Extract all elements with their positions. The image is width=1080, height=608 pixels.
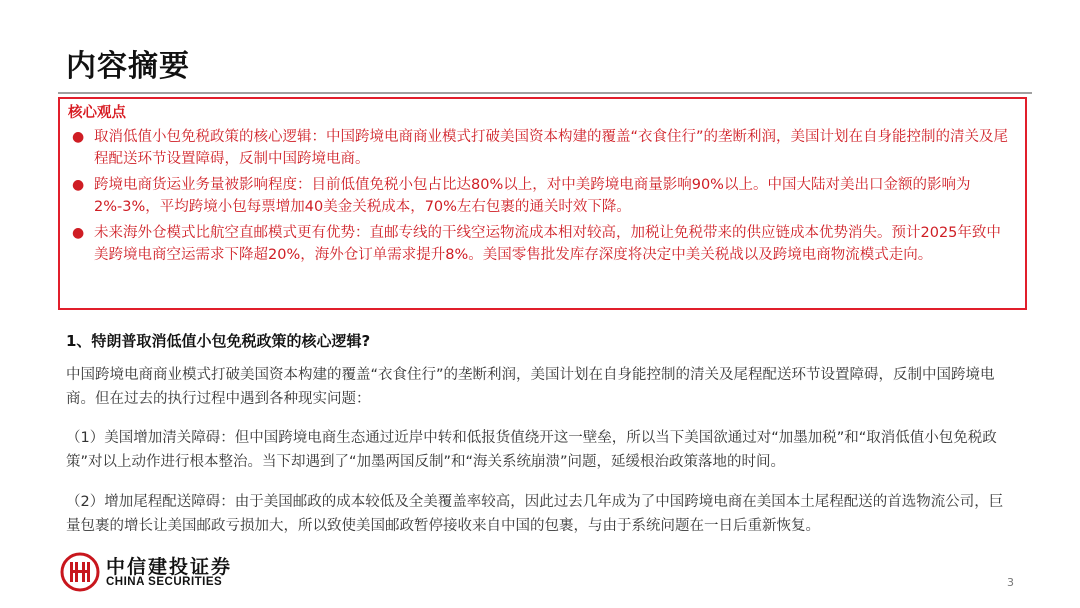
core-point-text: 取消低值小包免税政策的核心逻辑：中国跨境电商商业模式打破美国资本构建的覆盖“衣食住行”的垄断利润，美国计划在自身能控制的清关及尾程配送环节设置障碍，反制中国跨境电商。 bbox=[94, 129, 1009, 167]
core-points-heading: 核心观点 bbox=[68, 105, 126, 121]
core-points-box bbox=[58, 97, 1027, 310]
body-paragraph: （1）美国增加清关障碍：但中国跨境电商生态通过近岸中转和低报货值绕开这一壁垒，所以当下美国欲通过对“加墨加税”和“取消低值小包免税政策”对以上动作进行根本整治。当下却遇到了“加墨两国反制”和“海关系统崩溃”问题，延缓根治政策落地的时间。 bbox=[66, 430, 997, 470]
company-logo bbox=[60, 552, 260, 592]
logo-english-name: CHINA SECURITIES bbox=[106, 576, 223, 588]
core-point bbox=[68, 222, 1015, 266]
citic-logo-icon bbox=[60, 552, 100, 592]
body-paragraph: 中国跨境电商商业模式打破美国资本构建的覆盖“衣食住行”的垄断利润，美国计划在自身能控制的清关及尾程配送环节设置障碍，反制中国跨境电商。但在过去的执行过程中遇到各种现实问题： bbox=[66, 367, 995, 407]
bullet-dot-icon: ● bbox=[72, 177, 85, 193]
core-point-text: 跨境电商货运业务量被影响程度：目前低值免税小包占比达80%以上，对中美跨境电商量影响90%以上。中国大陆对美出口金额的影响为2%-3%，平均跨境小包每票增加40美金关税成本，70%左右包裹的通关时效下降。 bbox=[94, 177, 971, 215]
section-title: 1、特朗普取消低值小包免税政策的核心逻辑? bbox=[66, 332, 371, 350]
bullet-dot-icon: ● bbox=[72, 129, 85, 145]
core-point bbox=[68, 126, 1015, 170]
page-title: 内容摘要 bbox=[66, 49, 190, 84]
core-point bbox=[68, 174, 1015, 218]
core-point-text: 未来海外仓模式比航空直邮模式更有优势：直邮专线的干线空运物流成本相对较高，加税让免税带来的供应链成本优势消失。预计2025年致中美跨境电商空运需求下降超20%，海外仓订单需求提升8%。美国零售批发库存深度将决定中美关税战以及跨境电商物流模式走向。 bbox=[94, 225, 1001, 263]
logo-chinese-name: 中信建投证券 bbox=[106, 556, 233, 578]
title-divider bbox=[58, 92, 1032, 94]
bullet-dot-icon: ● bbox=[72, 225, 85, 241]
page-number: 3 bbox=[1007, 576, 1014, 589]
body-paragraph: （2）增加尾程配送障碍：由于美国邮政的成本较低及全美覆盖率较高，因此过去几年成为了中国跨境电商在美国本土尾程配送的首选物流公司，巨量包裹的增长让美国邮政亏损加大，所以致使美国邮政暂停接收来自中国的包裹，与由于系统问题在一日后重新恢复。 bbox=[66, 494, 1004, 534]
